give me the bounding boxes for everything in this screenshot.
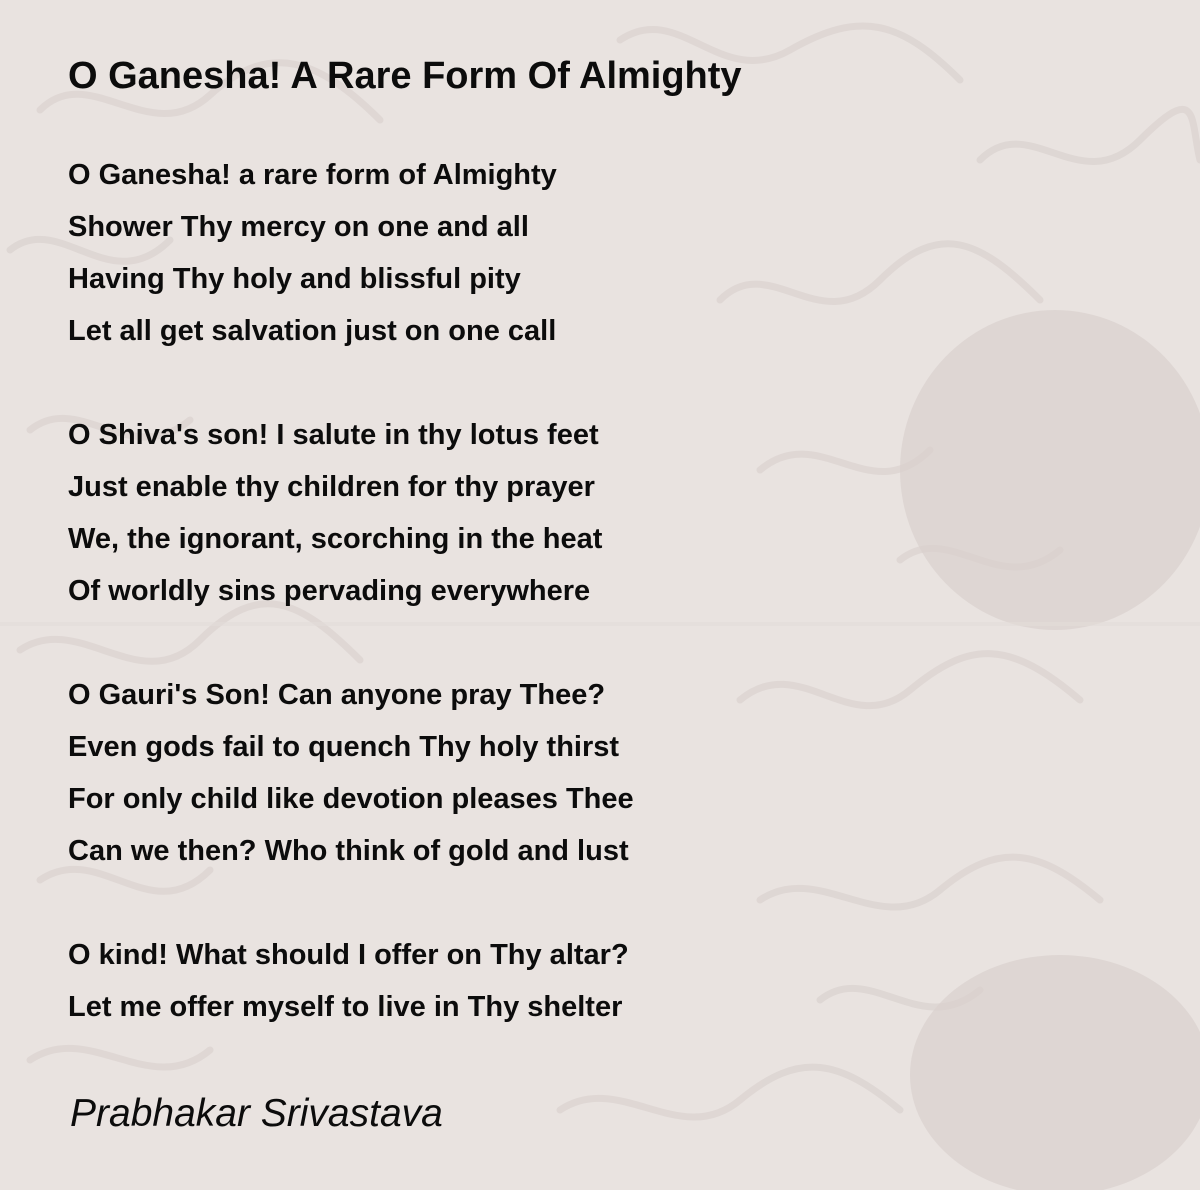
poem-line: We, the ignorant, scorching in the heat — [68, 523, 603, 555]
poem-line: O Ganesha! a rare form of Almighty — [68, 159, 557, 191]
poem-line: Let all get salvation just on one call — [68, 315, 557, 347]
poem-title: O Ganesha! A Rare Form Of Almighty — [68, 55, 742, 97]
poem-line: Can we then? Who think of gold and lust — [68, 835, 629, 867]
poem-line: Having Thy holy and blissful pity — [68, 263, 521, 295]
poem-line: For only child like devotion pleases Thee — [68, 783, 634, 815]
poem-line: Shower Thy mercy on one and all — [68, 211, 529, 243]
poem-line: O kind! What should I offer on Thy altar? — [68, 939, 629, 971]
poem-line: Of worldly sins pervading everywhere — [68, 575, 591, 607]
stanza-2 — [68, 409, 602, 617]
poem-author: Prabhakar Srivastava — [70, 1092, 443, 1135]
poem-line: Let me offer myself to live in Thy shelter — [68, 991, 623, 1023]
stanza-1 — [68, 149, 557, 357]
poem-line: O Shiva's son! I salute in thy lotus feet — [68, 419, 599, 451]
poem-line: Even gods fail to quench Thy holy thirst — [68, 731, 620, 763]
poem-line: Just enable thy children for thy prayer — [68, 471, 595, 503]
stanza-4 — [68, 929, 629, 1033]
poem-line: O Gauri's Son! Can anyone pray Thee? — [68, 679, 606, 711]
stanza-3 — [68, 669, 634, 877]
